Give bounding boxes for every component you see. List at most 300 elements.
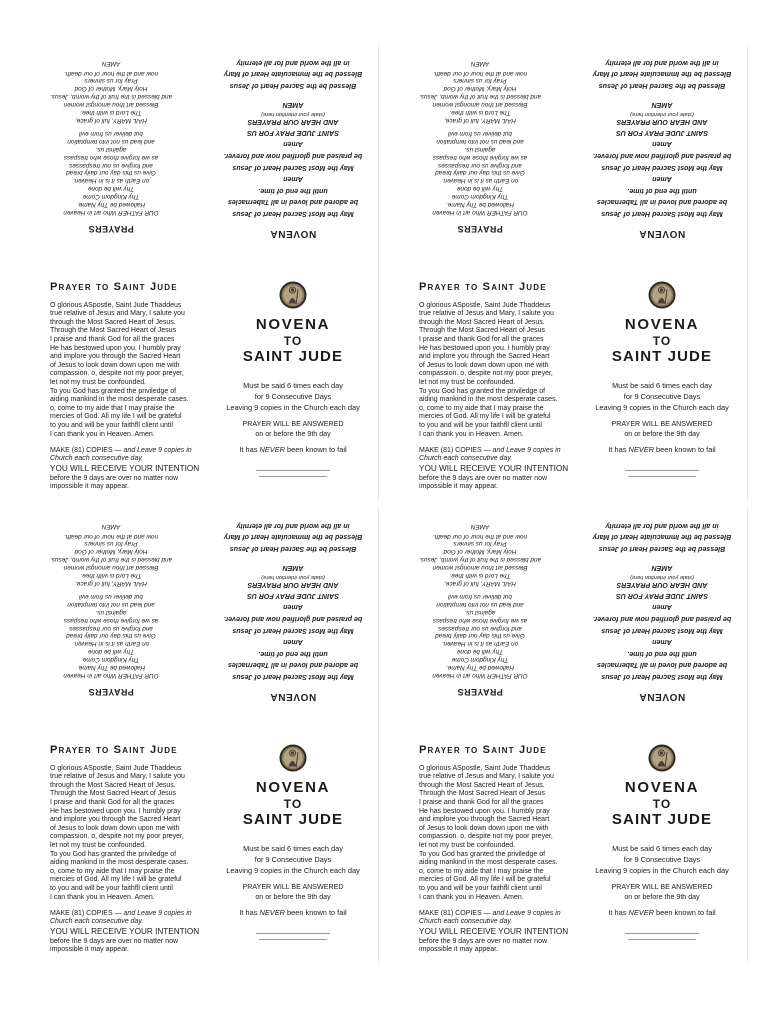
saint-jude-medallion-icon (648, 281, 676, 309)
promise-detail-line: before the 9 days are over no matter now (50, 474, 179, 482)
hail-mary-line: now and at the hour of our death. (432, 532, 528, 540)
copies-instruction (50, 447, 192, 464)
fine-print-line (256, 470, 330, 471)
prayer-to-saint-jude-heading: Prayer to Saint Jude (419, 744, 547, 756)
hail-mary-line: HAIL MARY, full of grace, (75, 117, 147, 124)
intention-promise: YOU WILL RECEIVE YOUR INTENTION (419, 464, 569, 473)
prayer-line: true relative of Jesus and Mary, I salute you (419, 310, 554, 318)
intention-promise: YOU WILL RECEIVE YOUR INTENTION (50, 927, 200, 936)
hail-mary-line: The Lord is with thee. (449, 572, 511, 580)
prayer-line: I can thank you in Heaven. Amen. (419, 893, 524, 901)
hail-mary-line: Holy Mary, Mother of God (74, 548, 148, 556)
novena-cover-panel (577, 45, 747, 500)
cover-title-novena: NOVENA (255, 316, 331, 333)
prayers-heading: PRAYERS (88, 687, 134, 697)
novena-heading: NOVENA (269, 228, 317, 239)
hail-mary-line: Holy Mary, Mother of God (74, 85, 148, 93)
cover-title-saint-jude: SAINT JUDE (611, 811, 713, 828)
cover-title-to: TO (283, 797, 303, 811)
novena-heading: NOVENA (269, 691, 317, 702)
our-father-line: Hallowed be Thy Name. (76, 664, 146, 672)
fine-print-line (625, 470, 699, 471)
prayer-line: and implore you through the Sacred Heart (419, 353, 550, 361)
cover-title-to: TO (652, 797, 672, 811)
prayer-line: true relative of Jesus and Mary, I salute you (50, 310, 185, 318)
our-father-line: against us. (95, 608, 127, 616)
cover-title-saint-jude: SAINT JUDE (242, 348, 344, 365)
novena-prayer-line: Amen (283, 603, 303, 612)
novena-card (377, 508, 748, 963)
prayer-line: He has bestowed upon you. I humbly pray (50, 807, 181, 815)
novena-prayer-line: until the end of time. (627, 186, 697, 195)
novena-instructions (577, 843, 747, 876)
our-father-line: OUR FATHER Who art in Heaven (63, 209, 159, 216)
guarantee-text: It has (239, 445, 258, 454)
prayer-line: I praise and thank God for all the graces (419, 799, 544, 807)
hail-mary-line: AMEN (101, 522, 121, 530)
our-father-line: OUR FATHER Who art in Heaven (432, 672, 528, 679)
cover-title-novena: NOVENA (255, 779, 331, 796)
prayer-line: To you God has granted the priviledge of (50, 387, 177, 395)
novena-prayer-line: Blessed be the Sacred Heart of Jesus (229, 544, 357, 553)
our-father-prayer (383, 592, 577, 679)
prayer-to-saint-jude-text (419, 302, 558, 440)
prayer-line: To you God has granted the priviledge of (419, 387, 546, 395)
hail-mary-line: Blessed art thou amongst women (432, 101, 528, 109)
novena-card (8, 45, 379, 500)
our-father-line: Give us this day our daily bread (435, 169, 525, 177)
never-fail-note (577, 445, 747, 455)
hail-mary-line: The Lord is with thee. (80, 109, 142, 117)
novena-cover-panel (208, 508, 378, 963)
instruction-line: for 9 Consecutive Days (254, 854, 332, 864)
prayer-line: Through the Most Sacred Heart of Jesus (419, 790, 546, 798)
hail-mary-line: and blessed is the fruit of thy womb, Jesus. (418, 93, 542, 101)
novena-prayer-line: SAINT JUDE PRAY FOR US (247, 591, 339, 600)
novena-prayer-line: be praised and glorified now and forever. (592, 615, 732, 624)
prayer-line: of Jesus to look down down upon me with (50, 824, 180, 832)
intention-promise-detail (50, 475, 178, 492)
leave-copies-text: and Leave 9 copies in (123, 909, 192, 917)
prayer-line: I praise and thank God for all the graces (419, 336, 544, 344)
novena-prayer-line: Blessed be the Immaculate Heart of Mary (592, 533, 732, 542)
prayer-answered-note (577, 882, 747, 902)
hail-mary-prayer (14, 59, 208, 124)
novena-prayer-line: AND HEAR OUR PRAYERS (247, 581, 339, 590)
our-father-line: against us. (464, 145, 496, 153)
hail-mary-line: Pray for us sinners (453, 77, 507, 85)
hail-mary-line: HAIL MARY, full of grace, (444, 580, 516, 587)
prayer-line: o, come to my aide that I may praise the (419, 867, 544, 875)
prayer-line: of Jesus to look down down upon me with (50, 361, 180, 369)
instruction-line: Must be said 6 times each day (612, 843, 712, 853)
hail-mary-line: Pray for us sinners (84, 540, 138, 548)
prayer-answered-note (208, 882, 378, 902)
hail-mary-prayer (383, 59, 577, 124)
novena-prayer-line: in all the world and for all eternity (236, 521, 350, 530)
prayer-line: and implore you through the Sacred Heart (50, 816, 181, 824)
prayer-line: true relative of Jesus and Mary, I salute you (50, 773, 185, 781)
prayer-line: He has bestowed upon you. I humbly pray (419, 807, 550, 815)
prayer-line: let not my trust be confounded. (50, 379, 147, 387)
answer-line: PRAYER WILL BE ANSWERED (611, 419, 713, 428)
prayer-line: To you God has granted the priviledge of (50, 850, 177, 858)
prayer-line: Through the Most Sacred Heart of Jesus (50, 327, 177, 335)
prayer-line: I can thank you in Heaven. Amen. (50, 893, 155, 901)
answer-line: PRAYER WILL BE ANSWERED (242, 882, 344, 891)
prayer-line: let not my trust be confounded. (419, 842, 516, 850)
leave-copies-text: and Leave 9 copies in (492, 909, 561, 917)
hail-mary-prayer (383, 522, 577, 587)
hail-mary-line: and blessed is the fruit of thy womb, Jesus. (49, 93, 173, 101)
prayer-line: Through the Most Sacred Heart of Jesus (419, 327, 546, 335)
instruction-line: Leaving 9 copies in the Church each day (226, 402, 360, 412)
hail-mary-line: Holy Mary, Mother of God (443, 548, 517, 556)
prayer-to-saint-jude-heading: Prayer to Saint Jude (50, 744, 178, 756)
answer-line: PRAYER WILL BE ANSWERED (242, 419, 344, 428)
guarantee-text: It has (608, 445, 627, 454)
our-father-prayer (14, 592, 208, 679)
novena-prayer-line: AMEN (651, 564, 673, 573)
our-father-line: and lead us not into temptation (67, 600, 155, 608)
novena-prayer-line: May the Most Sacred Heart of Jesus (601, 210, 723, 218)
prayer-line: I praise and thank God for all the graces (50, 799, 175, 807)
saint-jude-medallion-icon (279, 744, 307, 772)
novena-prayer-line: be praised and glorified now and forever. (592, 152, 732, 161)
promise-detail-line: before the 9 days are over no matter now (419, 937, 548, 945)
prayers-panel (383, 55, 577, 245)
novena-prayer-line: Amen (283, 638, 303, 647)
prayer-line: let not my trust be confounded. (50, 842, 147, 850)
prayer-line: I can thank you in Heaven. Amen. (50, 430, 155, 438)
prayer-line: Through the Most Sacred Heart of Jesus (50, 790, 177, 798)
copies-line (50, 447, 192, 456)
prayer-to-saint-jude-heading: Prayer to Saint Jude (419, 281, 547, 293)
novena-prayer-line: Blessed be the Sacred Heart of Jesus (598, 81, 726, 90)
hail-mary-line: Pray for us sinners (453, 540, 507, 548)
prayer-line: o, come to my aide that I may praise the (419, 404, 544, 412)
novena-prayer-line: AMEN (651, 101, 673, 110)
novena-prayer-line: Amen (283, 140, 303, 149)
fine-print-line (625, 933, 699, 934)
copies-instruction (419, 447, 561, 464)
prayer-line: compassion. o, despite not my poor preyer, (50, 370, 184, 378)
our-father-prayer (383, 129, 577, 216)
our-father-line: against us. (464, 608, 496, 616)
our-father-prayer (14, 129, 208, 216)
promise-detail-line: before the 9 days are over no matter now (419, 474, 548, 482)
guarantee-emphasis: NEVER (259, 908, 285, 917)
hail-mary-line: and blessed is the fruit of thy womb, Jesus. (49, 556, 173, 564)
our-father-line: and forgive us our trespasses (69, 161, 153, 169)
our-father-line: on Earth as it is in Heaven. (441, 640, 519, 648)
novena-prayer-line: May the Most Sacred Heart of Jesus (232, 673, 354, 681)
hail-mary-line: and blessed is the fruit of thy womb, Jesus. (418, 556, 542, 564)
novena-prayer-line: Amen (652, 638, 672, 647)
our-father-line: Give us this day our daily bread (435, 632, 525, 640)
prayer-line: to you and will be your faithfll client until (419, 885, 542, 892)
prayer-line: mercies of God. All my life I will be grateful (50, 876, 182, 884)
our-father-line: OUR FATHER Who art in Heaven (432, 209, 528, 216)
prayer-line: to you and will be your faithfll client until (50, 422, 173, 429)
novena-prayer-line: until the end of time. (627, 649, 697, 658)
novena-prayer-line: be adored and loved in all Tabernacles (596, 661, 728, 670)
instruction-line: Leaving 9 copies in the Church each day (226, 865, 360, 875)
prayer-line: through the Most Sacred Heart of Jesus. (50, 318, 176, 326)
prayers-heading: PRAYERS (88, 224, 134, 234)
hail-mary-prayer (14, 522, 208, 587)
instruction-line: Must be said 6 times each day (243, 843, 343, 853)
leave-copies-text: and Leave 9 copies in (123, 446, 192, 454)
our-father-line: Thy Kingdom Come (451, 656, 509, 664)
novena-prayer-line: in all the world and for all eternity (605, 58, 719, 67)
copies-count-text: MAKE (81) COPIES — (50, 909, 122, 917)
novena-prayer-line: AMEN (282, 101, 304, 110)
novena-instructions (208, 843, 378, 876)
hail-mary-line: AMEN (470, 59, 490, 67)
novena-prayer-line: AND HEAR OUR PRAYERS (616, 581, 708, 590)
hail-mary-line: Blessed art thou amongst women (63, 101, 159, 109)
our-father-line: as we forgive those who trespass (63, 153, 159, 161)
answer-line: on or before the 9th day (255, 892, 331, 901)
guarantee-emphasis: NEVER (628, 908, 654, 917)
our-father-line: but deliver us from evil (448, 592, 512, 600)
promise-detail-line: impossible it may appear. (50, 483, 129, 491)
hail-mary-line: now and at the hour of our death. (432, 69, 528, 77)
intention-promise-detail (419, 475, 547, 492)
copies-line: Church each consecutive day. (50, 918, 144, 926)
novena-prayer-line: Amen (652, 140, 672, 149)
fine-print-line (259, 476, 327, 477)
promise-detail-line: impossible it may appear. (419, 483, 498, 491)
our-father-line: on Earth as it is in Heaven. (441, 177, 519, 185)
prayer-line: to you and will be your faithfll client until (50, 885, 173, 892)
intention-promise-detail (419, 938, 547, 955)
saint-jude-medallion-icon (279, 281, 307, 309)
guarantee-text: It has (239, 908, 258, 917)
our-father-line: against us. (95, 145, 127, 153)
fine-print-line (628, 476, 696, 477)
hail-mary-line: The Lord is with thee. (80, 572, 142, 580)
prayer-line: He has bestowed upon you. I humbly pray (50, 344, 181, 352)
our-father-line: Thy Kingdom Come (82, 193, 140, 201)
our-father-line: Thy will be done (456, 648, 504, 656)
prayer-to-saint-jude-heading: Prayer to Saint Jude (50, 281, 178, 293)
instruction-line: Leaving 9 copies in the Church each day (595, 865, 729, 875)
prayer-line: true relative of Jesus and Mary, I salute you (419, 773, 554, 781)
hail-mary-line: AMEN (101, 59, 121, 67)
novena-heading: NOVENA (638, 691, 686, 702)
our-father-line: on Earth as it is in Heaven. (72, 177, 150, 185)
novena-instructions (577, 380, 747, 413)
leave-copies-text: and Leave 9 copies in (492, 446, 561, 454)
novena-prayer-line: Amen (652, 603, 672, 612)
answer-line: PRAYER WILL BE ANSWERED (611, 882, 713, 891)
novena-prayer-line: Blessed be the Sacred Heart of Jesus (229, 81, 357, 90)
novena-prayer-line: SAINT JUDE PRAY FOR US (247, 128, 339, 137)
novena-prayer-line: in all the world and for all eternity (236, 58, 350, 67)
hail-mary-line: AMEN (470, 522, 490, 530)
prayer-line: aiding mankind in the most desperate cases. (50, 396, 189, 404)
novena-prayer-line: AND HEAR OUR PRAYERS (247, 118, 339, 127)
cover-title-to: TO (652, 334, 672, 348)
copies-instruction (419, 910, 561, 927)
copies-line (419, 447, 561, 456)
novena-prayer-line: until the end of time. (258, 186, 328, 195)
never-fail-note (208, 908, 378, 918)
prayer-line: o, come to my aide that I may praise the (50, 404, 175, 412)
prayer-line: and implore you through the Sacred Heart (419, 816, 550, 824)
our-father-line: Hallowed be Thy Name. (445, 201, 515, 209)
never-fail-note (208, 445, 378, 455)
instruction-line: Leaving 9 copies in the Church each day (595, 402, 729, 412)
novena-prayer-line: (state your intention here) (630, 573, 694, 580)
hail-mary-line: HAIL MARY, full of grace, (444, 117, 516, 124)
fine-print-line (628, 939, 696, 940)
instruction-line: for 9 Consecutive Days (254, 391, 332, 401)
our-father-line: but deliver us from evil (448, 129, 512, 137)
prayer-answered-note (208, 419, 378, 439)
hail-mary-line: The Lord is with thee. (449, 109, 511, 117)
guarantee-emphasis: NEVER (628, 445, 654, 454)
instruction-line: Must be said 6 times each day (612, 380, 712, 390)
novena-prayer-line: be adored and loved in all Tabernacles (227, 661, 359, 670)
our-father-line: and forgive us our trespasses (438, 624, 522, 632)
prayer-line: through the Most Sacred Heart of Jesus. (50, 781, 176, 789)
novena-prayer-line: Blessed be the Immaculate Heart of Mary (592, 70, 732, 79)
cover-title-saint-jude: SAINT JUDE (611, 348, 713, 365)
novena-instructions (208, 380, 378, 413)
novena-prayer-line: SAINT JUDE PRAY FOR US (616, 591, 708, 600)
hail-mary-line: now and at the hour of our death. (63, 69, 159, 77)
prayer-line: compassion. o, despite not my poor preyer, (419, 370, 553, 378)
prayer-line: O glorious ASpostle, Saint Jude Thaddeus (419, 301, 551, 309)
prayer-line: mercies of God. All my life I will be grateful (50, 413, 182, 421)
our-father-line: Thy Kingdom Come (82, 656, 140, 664)
our-father-line: as we forgive those who trespass (432, 616, 528, 624)
prayer-line: of Jesus to look down down upon me with (419, 824, 549, 832)
novena-prayer-line: May the Most Sacred Heart of Jesus (601, 673, 723, 681)
saint-jude-medallion-icon (648, 744, 676, 772)
guarantee-emphasis: NEVER (259, 445, 285, 454)
novena-prayer-line: Blessed be the Immaculate Heart of Mary (223, 533, 363, 542)
novena-prayer-line: May the Most Sacred Heart of Jesus (601, 626, 723, 635)
prayer-line: mercies of God. All my life I will be grateful (419, 413, 551, 421)
copies-line: Church each consecutive day. (50, 455, 144, 463)
novena-prayer-line: (state your intention here) (261, 573, 325, 580)
hail-mary-line: Pray for us sinners (84, 77, 138, 85)
prayer-line: to you and will be your faithfll client until (419, 422, 542, 429)
novena-prayer-line: (state your intention here) (630, 110, 694, 117)
prayer-line: aiding mankind in the most desperate cases. (419, 859, 558, 867)
novena-prayer-line: be praised and glorified now and forever. (223, 615, 363, 624)
novena-prayer-line: May the Most Sacred Heart of Jesus (232, 163, 354, 172)
answer-line: on or before the 9th day (624, 429, 700, 438)
prayer-line: compassion. o, despite not my poor preyer, (50, 833, 184, 841)
promise-detail-line: impossible it may appear. (419, 946, 498, 954)
instruction-line: for 9 Consecutive Days (623, 391, 701, 401)
copies-line: Church each consecutive day. (419, 455, 513, 463)
instruction-line: for 9 Consecutive Days (623, 854, 701, 864)
prayer-line: O glorious ASpostle, Saint Jude Thaddeus (50, 764, 182, 772)
prayer-line: mercies of God. All my life I will be grateful (419, 876, 551, 884)
our-father-line: OUR FATHER Who art in Heaven (63, 672, 159, 679)
novena-prayer-line: Blessed be the Immaculate Heart of Mary (223, 70, 363, 79)
novena-prayer-line: Amen (283, 175, 303, 184)
intention-promise: YOU WILL RECEIVE YOUR INTENTION (419, 927, 569, 936)
cover-title-novena: NOVENA (624, 779, 700, 796)
novena-prayer-line: Amen (652, 175, 672, 184)
prayer-line: and implore you through the Sacred Heart (50, 353, 181, 361)
our-father-line: Hallowed be Thy Name. (76, 201, 146, 209)
our-father-line: Thy will be done (87, 185, 135, 193)
promise-detail-line: before the 9 days are over no matter now (50, 937, 179, 945)
guarantee-text: It has (608, 908, 627, 917)
novena-prayer-line: SAINT JUDE PRAY FOR US (616, 128, 708, 137)
prayer-to-saint-jude-text (50, 302, 189, 440)
novena-prayer-line: (state your intention here) (261, 110, 325, 117)
novena-prayer-line: be adored and loved in all Tabernacles (596, 198, 728, 207)
prayer-line: To you God has granted the priviledge of (419, 850, 546, 858)
copies-count-text: MAKE (81) COPIES — (419, 909, 491, 917)
hail-mary-line: Blessed art thou amongst women (432, 564, 528, 572)
prayer-answered-note (577, 419, 747, 439)
prayer-line: through the Most Sacred Heart of Jesus. (419, 318, 545, 326)
novena-heading: NOVENA (638, 228, 686, 239)
our-father-line: Thy will be done (87, 648, 135, 656)
hail-mary-line: Holy Mary, Mother of God (443, 85, 517, 93)
prayer-line: I praise and thank God for all the graces (50, 336, 175, 344)
fine-print-line (256, 933, 330, 934)
answer-line: on or before the 9th day (624, 892, 700, 901)
fine-print-line (259, 939, 327, 940)
copies-count-text: MAKE (81) COPIES — (419, 446, 491, 454)
promise-detail-line: impossible it may appear. (50, 946, 129, 954)
novena-prayer-line: in all the world and for all eternity (605, 521, 719, 530)
prayer-to-saint-jude-text (50, 765, 189, 903)
hail-mary-line: HAIL MARY, full of grace, (75, 580, 147, 587)
hail-mary-line: now and at the hour of our death. (63, 532, 159, 540)
cover-title-novena: NOVENA (624, 316, 700, 333)
prayers-heading: PRAYERS (457, 687, 503, 697)
novena-cover-panel (577, 508, 747, 963)
copies-count-text: MAKE (81) COPIES — (50, 446, 122, 454)
prayers-heading: PRAYERS (457, 224, 503, 234)
guarantee-text: been known to fail (287, 908, 347, 917)
copies-line (419, 910, 561, 919)
our-father-line: Give us this day our daily bread (66, 632, 156, 640)
guarantee-text: been known to fail (287, 445, 347, 454)
our-father-line: Hallowed be Thy Name. (445, 664, 515, 672)
our-father-line: and forgive us our trespasses (438, 161, 522, 169)
prayer-line: o, come to my aide that I may praise the (50, 867, 175, 875)
our-father-line: and forgive us our trespasses (69, 624, 153, 632)
hail-mary-line: Blessed art thou amongst women (63, 564, 159, 572)
instruction-line: Must be said 6 times each day (243, 380, 343, 390)
our-father-line: on Earth as it is in Heaven. (72, 640, 150, 648)
novena-prayer-line: be praised and glorified now and forever. (223, 152, 363, 161)
prayers-panel (14, 55, 208, 245)
our-father-line: Thy Kingdom Come (451, 193, 509, 201)
prayer-line: through the Most Sacred Heart of Jesus. (419, 781, 545, 789)
our-father-line: Thy will be done (456, 185, 504, 193)
novena-prayer-line: May the Most Sacred Heart of Jesus (601, 163, 723, 172)
novena-prayer-line: Blessed be the Sacred Heart of Jesus (598, 544, 726, 553)
novena-cover-panel (208, 45, 378, 500)
novena-card (377, 45, 748, 500)
prayers-panel (383, 518, 577, 708)
novena-prayer-line: AND HEAR OUR PRAYERS (616, 118, 708, 127)
